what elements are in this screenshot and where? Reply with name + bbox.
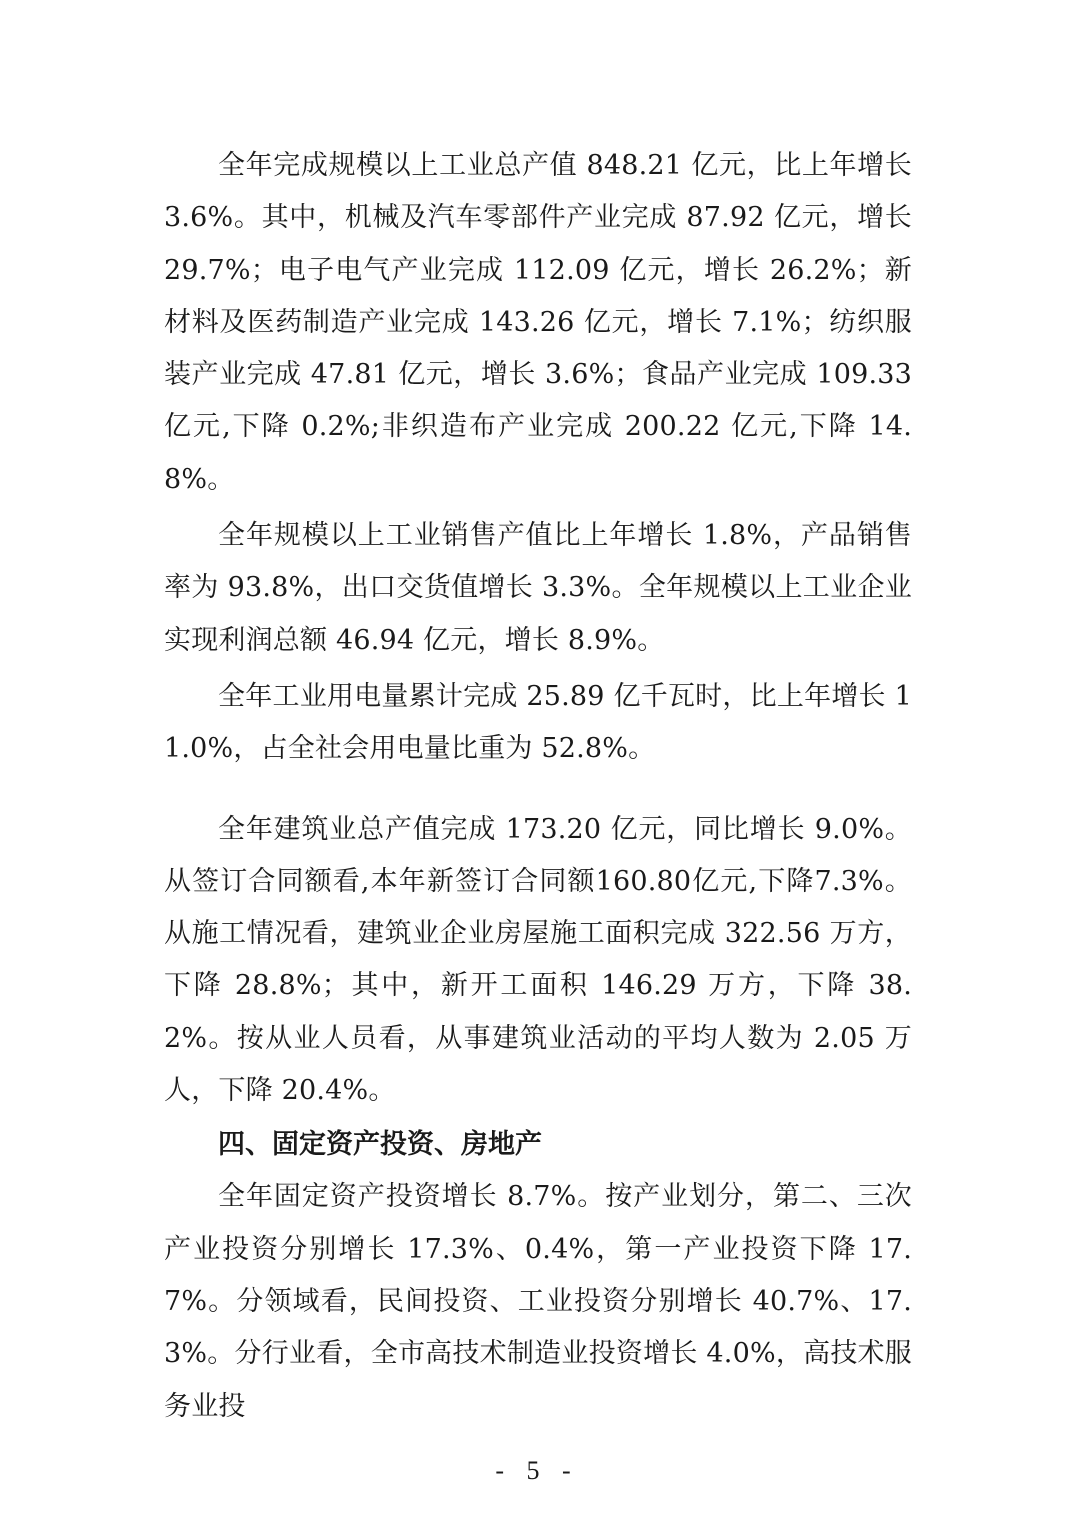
- paragraph-industrial-sales: 全年规模以上工业销售产值比上年增长 1.8%，产品销售率为 93.8%，出口交货值增长 3.3%。全年规模以上工业企业实现利润总额 46.94 亿元，增长 8.9%。: [164, 520, 912, 656]
- paragraph-industrial-electricity: 全年工业用电量累计完成 25.89 亿千瓦时，比上年增长 11.0%，占全社会用电量比重为 52.8%。: [164, 680, 912, 765]
- paragraph-industrial-output: 全年完成规模以上工业总产值 848.21 亿元，比上年增长 3.6%。其中，机械及汽车零部件产业完成 87.92 亿元，增长 29.7%；电子电气产业完成 112.09 亿元，增长 26.2%；新材料及医药制造产业完成 143.26 亿元，增长 7.1%；纺织服装产业完成 47.81 亿元，增长 3.6%；食品产业完成 109.33 亿元,下降 0.2%;非织造布产业完成 200.22 亿元,下降 14.8%。: [164, 150, 912, 495]
- page-number: - 5 -: [495, 1456, 579, 1485]
- document-body: [164, 140, 912, 1433]
- paragraph-construction: 全年建筑业总产值完成 173.20 亿元，同比增长 9.0%。从签订合同额看,本年新签订合同额160.80亿元,下降7.3%。从施工情况看，建筑业企业房屋施工面积完成 322.56 万方，下降 28.8%；其中，新开工面积 146.29 万方，下降 38.2%。按从业人员看，从事建筑业活动的平均人数为 2.05 万人，下降 20.4%。: [164, 813, 912, 1107]
- section-heading-fixed-asset-investment: 四、固定资产投资、房地产: [218, 1129, 542, 1161]
- paragraph-fixed-asset-investment: 全年固定资产投资增长 8.7%。按产业划分，第二、三次产业投资分别增长 17.3%、0.4%，第一产业投资下降 17.7%。分领域看，民间投资、工业投资分别增长 40.7%、17.3%。分行业看，全市高技术制造业投资增长 4.0%，高技术服务业投: [164, 1181, 912, 1422]
